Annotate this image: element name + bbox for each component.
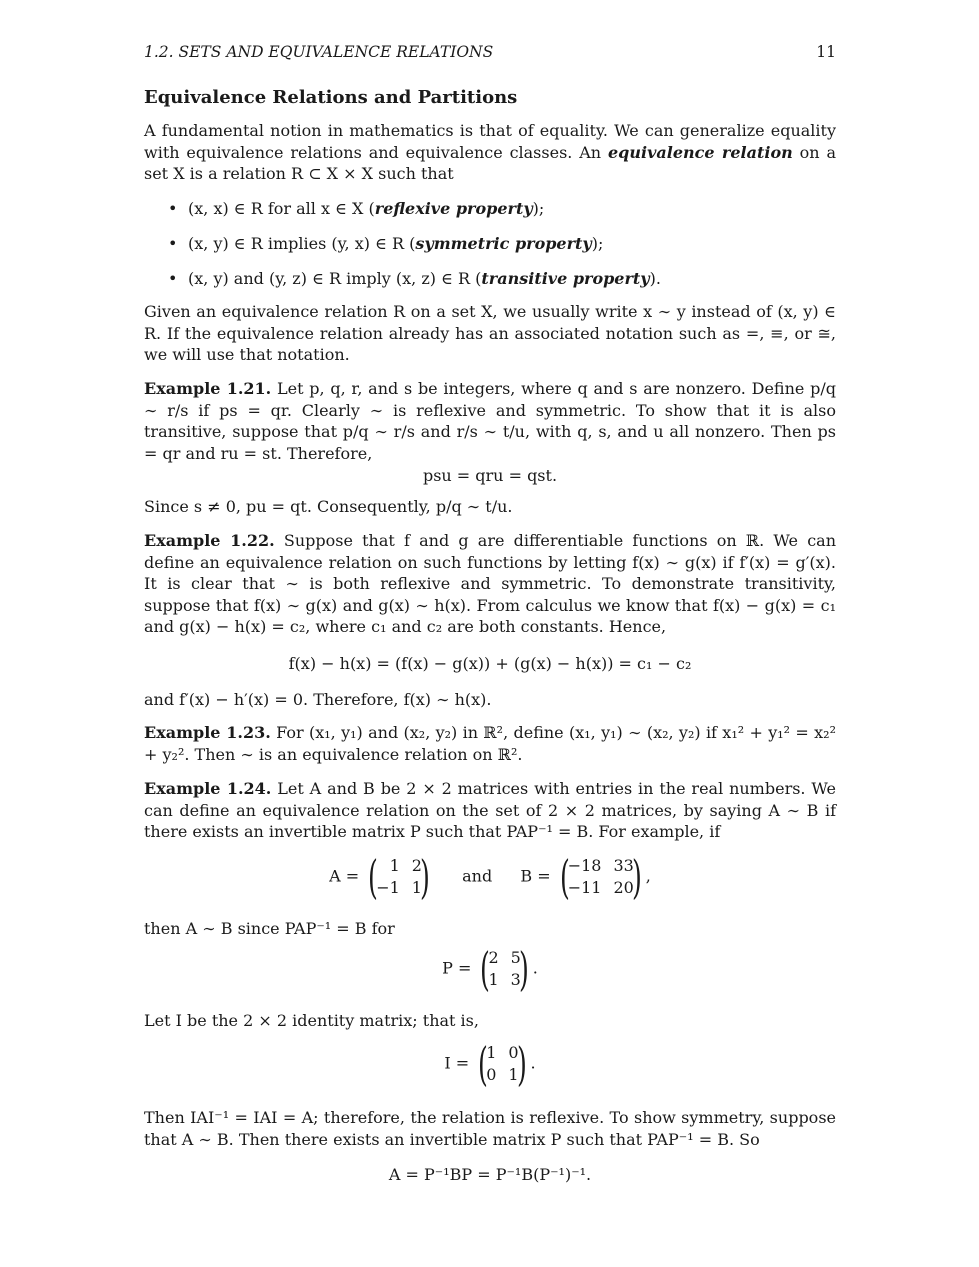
conclusion-text: and f′(x) − h′(x) = 0. Therefore, f(x) ∼ h(x). <box>144 690 492 709</box>
matrix-entry: 5 <box>510 948 521 967</box>
example-1-21 <box>144 378 836 464</box>
then-line <box>144 918 836 940</box>
example-label: Example 1.24. <box>144 779 272 798</box>
matrix-p-display <box>144 942 836 996</box>
then-text: then A ∼ B since PAP⁻¹ = B for <box>144 919 395 938</box>
matrix-p: ( 2 5 1 3 ) <box>480 942 529 996</box>
matrix-a: ( 1 2 −1 1 ) <box>368 850 430 904</box>
matrix-entry: 1 <box>508 1065 519 1084</box>
identity-line <box>144 1010 836 1032</box>
matrix-b-label: B = <box>520 866 551 886</box>
matrix-entry: 2 <box>411 856 422 875</box>
matrix-entry: 0 <box>508 1043 519 1062</box>
matrix-entry: −11 <box>567 878 602 897</box>
matrix-entry: 1 <box>488 970 499 989</box>
property-name: reflexive property <box>374 199 533 218</box>
matrix-i-label: I = <box>444 1053 470 1073</box>
and-word: and <box>462 866 493 886</box>
example-label: Example 1.21. <box>144 379 272 398</box>
period: . <box>532 958 538 978</box>
example-1-22 <box>144 530 836 638</box>
example-label: Example 1.22. <box>144 531 275 550</box>
matrix-i-display <box>144 1037 836 1091</box>
notation-text: Given an equivalence relation R on a set X, we usually write x ∼ y instead of (x, y) ∈ R. If the equivalence relation already has an associated notation such as =, ≡, or ≅, we will use that notation. <box>144 302 836 364</box>
example-label: Example 1.23. <box>144 723 271 742</box>
period: . <box>530 1053 536 1073</box>
running-head-section: 1.2. SETS AND EQUIVALENCE RELATIONS <box>144 43 494 61</box>
property-expr: (x, y) ∈ R implies (y, x) ∈ R ( <box>188 234 416 253</box>
display-equation: f(x) − h(x) = (f(x) − g(x)) + (g(x) − h(x)) = c₁ − c₂ <box>288 654 692 673</box>
example-text: For (x₁, y₁) and (x₂, y₂) in ℝ², define (x₁, y₁) ∼ (x₂, y₂) if x₁² + y₁² = x₂² + y₂². Then ∼ is an equivalence relation on ℝ². <box>144 723 836 764</box>
reflexive-text: Then IAI⁻¹ = IAI = A; therefore, the relation is reflexive. To show symmetry, suppose that A ∼ B. Then there exists an invertible matrix P such that PAP⁻¹ = B. So <box>144 1108 836 1149</box>
matrix-p-label: P = <box>442 958 472 978</box>
matrix-entry: 1 <box>389 856 400 875</box>
example-text: Let A and B be 2 × 2 matrices with entries in the real numbers. We can define an equivalence relation on the set of 2 × 2 matrices, by saying A ∼ B if there exists an invertible matrix P such that PAP⁻¹ = B. For example, if <box>144 779 836 841</box>
example-1-23 <box>144 722 836 765</box>
matrix-entry: −1 <box>376 878 400 897</box>
example-text: Suppose that f and g are differentiable functions on ℝ. We can define an equivalence relation on such functions by letting f(x) ∼ g(x) if f′(x) = g′(x). It is clear that ∼ is both reflexive and symmetric. To demonstrate transitivity, suppose that f(x) ∼ g(x) and g(x) ∼ h(x). From calculus we know that f(x) − g(x) = c₁ and g(x) − h(x) = c₂, where c₁ and c₂ are both constants. Hence, <box>144 531 836 636</box>
example-1-22-conclusion <box>144 689 836 711</box>
matrix-entry: 2 <box>488 948 499 967</box>
example-text: Let p, q, r, and s be integers, where q and s are nonzero. Define p/q ∼ r/s if ps = qr. Clearly ∼ is reflexive and symmetric. To show that it is also transitive, suppose that p/q ∼ r/s and r/s ∼ t/u, with q, s, and u all nonzero. Then ps = qr and ru = st. Therefore, <box>144 379 836 463</box>
matrix-entry: 3 <box>510 970 521 989</box>
property-list <box>144 198 836 303</box>
example-1-21-conclusion <box>144 496 836 518</box>
section-title: Equivalence Relations and Partitions <box>144 87 518 108</box>
conclusion-text: Since s ≠ 0, pu = qt. Consequently, p/q ∼ t/u. <box>144 497 513 516</box>
property-name: symmetric property <box>415 234 592 253</box>
final-display-equation: A = P⁻¹BP = P⁻¹B(P⁻¹)⁻¹. <box>388 1165 592 1184</box>
property-item <box>144 268 836 303</box>
identity-text: Let I be the 2 × 2 identity matrix; that is, <box>144 1011 479 1030</box>
example-1-24 <box>144 778 836 843</box>
matrix-entry: 1 <box>486 1043 497 1062</box>
matrices-a-b-display <box>144 850 836 904</box>
matrix-i: ( 1 0 0 1 ) <box>478 1037 527 1091</box>
property-end: ). <box>649 269 661 288</box>
matrix-b: ( −18 33 −11 20 ) <box>559 850 642 904</box>
page-number: 11 <box>816 43 836 61</box>
matrix-entry: 20 <box>613 878 634 897</box>
comma: , <box>645 866 651 886</box>
notation-paragraph <box>144 301 836 366</box>
property-item <box>144 198 836 233</box>
running-head <box>144 42 836 64</box>
property-expr: (x, x) ∈ R for all x ∈ X ( <box>188 199 375 218</box>
matrix-entry: 1 <box>411 878 422 897</box>
matrix-entry: 0 <box>486 1065 497 1084</box>
property-end: ); <box>591 234 604 253</box>
property-name: transitive property <box>481 269 650 288</box>
display-equation: psu = qru = qst. <box>422 466 558 485</box>
intro-paragraph <box>144 120 836 185</box>
term-equivalence-relation: equivalence relation <box>608 142 793 162</box>
matrix-entry: −18 <box>567 856 602 875</box>
property-item <box>144 233 836 268</box>
intro-text-b: on a set X is a relation R ⊂ X × X such that <box>144 142 836 183</box>
matrix-a-label: A = <box>329 866 360 886</box>
property-end: ); <box>532 199 545 218</box>
matrix-entry: 33 <box>613 856 634 875</box>
property-expr: (x, y) and (y, z) ∈ R imply (x, z) ∈ R ( <box>188 269 482 288</box>
reflexive-paragraph <box>144 1107 836 1150</box>
intro-text-a: A fundamental notion in mathematics is that of equality. We can generalize equality with equivalence relations and equivalence classes. An <box>144 121 836 162</box>
